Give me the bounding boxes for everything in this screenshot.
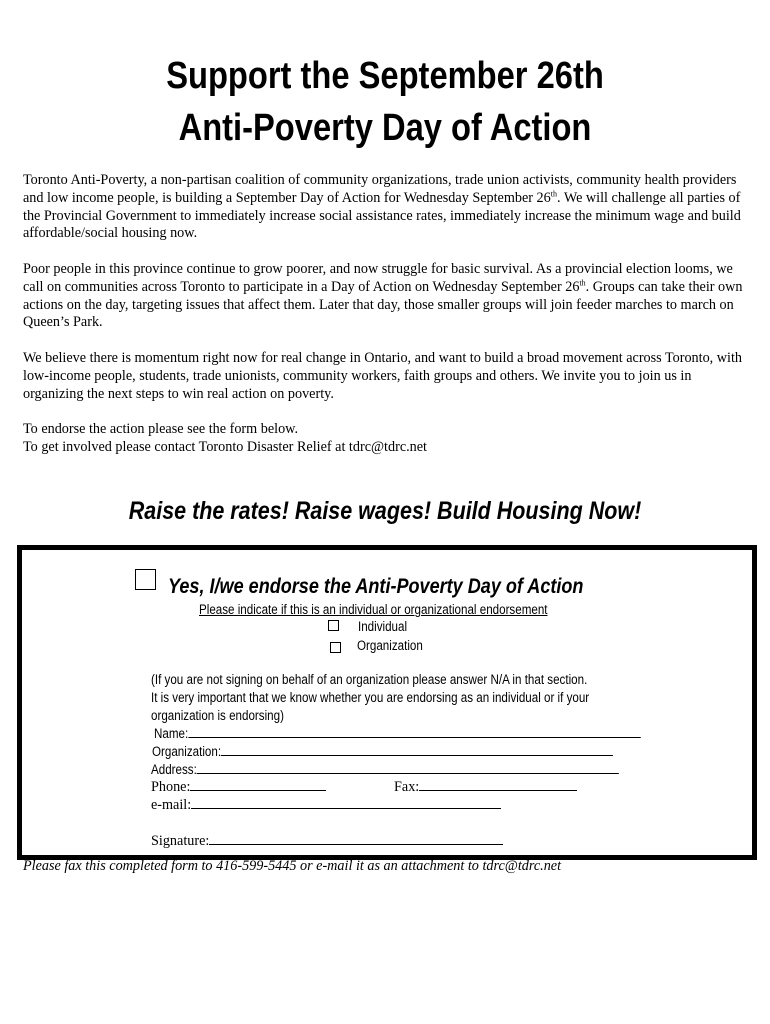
page-title-line-1: Support the September 26th (166, 55, 604, 97)
address-label: Address: (151, 762, 197, 777)
endorse-checkbox[interactable] (135, 569, 156, 590)
poverty-superscript: th (579, 278, 586, 288)
individual-checkbox[interactable] (328, 620, 339, 631)
poverty-text-part-1: Poor people in this province continue to grow poorer, and now struggle for basic survival. As a provincial election looms, we call on communities across Toronto to participate in a Day of Action on Wednesday September 26 (23, 261, 733, 295)
poverty-text-part-2: . Groups can take their own actions on the day, targeting issues that affect them. Later that day, those smaller groups will join feeder marches to march on Queen’s Park. (23, 278, 743, 331)
intro-text-part-2: . We will challenge all parties of the Provincial Government to immediately increase social assistance rates, immediately increase the minimum wage and build affordable/social housing now. (23, 189, 741, 242)
endorsement-type-instruction: Please indicate if this is an individual or organizational endorsement (199, 602, 548, 617)
form-note-line-3: organization is endorsing) (151, 708, 284, 723)
individual-label: Individual (358, 619, 408, 634)
organization-checkbox[interactable] (330, 642, 341, 653)
signature-blank[interactable] (209, 832, 503, 845)
endorse-instruction: To endorse the action please see the form below. (23, 421, 299, 437)
signature-field[interactable] (151, 832, 503, 850)
fax-blank[interactable] (419, 778, 577, 791)
endorse-heading: Yes, I/we endorse the Anti-Poverty Day of Action (168, 575, 584, 598)
slogan: Raise the rates! Raise wages! Build Housing Now! (128, 497, 642, 525)
email-field[interactable] (151, 796, 501, 814)
intro-paragraph (23, 172, 751, 243)
name-blank[interactable] (188, 725, 640, 738)
email-label: e-mail: (151, 797, 192, 813)
fax-label: Fax: (394, 779, 420, 795)
address-blank[interactable] (197, 761, 619, 774)
name-label: Name: (154, 726, 189, 741)
intro-text-part-1: Toronto Anti-Poverty, a non-partisan coalition of community organizations, trade union activists, community health providers and low income people, is building a September Day of Action for Wednesday September 26 (23, 172, 737, 206)
email-blank[interactable] (191, 796, 501, 809)
form-note-line-2: It is very important that we know whether you are endorsing as an individual or if your (151, 690, 590, 705)
organization-label: Organization (357, 638, 423, 653)
phone-blank[interactable] (190, 778, 326, 791)
contact-instruction: To get involved please contact Toronto Disaster Relief at tdrc@tdrc.net (23, 439, 427, 455)
organization-field-label: Organization: (152, 744, 222, 759)
phone-field[interactable] (151, 778, 326, 796)
name-field[interactable] (154, 725, 641, 743)
momentum-paragraph: We believe there is momentum right now for real change in Ontario, and want to build a broad movement across Toronto, with low-income people, students, trade unionists, community workers, faith groups and others. We invite you to join us in organizing the next steps to win real action on poverty. (23, 350, 743, 402)
poverty-paragraph (23, 261, 751, 332)
phone-label: Phone: (151, 779, 191, 795)
organization-field[interactable] (152, 743, 613, 761)
intro-superscript: th (550, 189, 557, 199)
fax-field[interactable] (394, 778, 577, 796)
page-title-line-2: Anti-Poverty Day of Action (178, 107, 592, 149)
form-note-line-1: (If you are not signing on behalf of an organization please answer N/A in that section. (151, 672, 588, 687)
organization-blank[interactable] (221, 743, 613, 756)
address-field[interactable] (151, 761, 619, 779)
fax-instruction-footer: Please fax this completed form to 416-599-5445 or e-mail it as an attachment to tdrc@tdrc.net (23, 858, 562, 874)
signature-label: Signature: (151, 833, 210, 849)
